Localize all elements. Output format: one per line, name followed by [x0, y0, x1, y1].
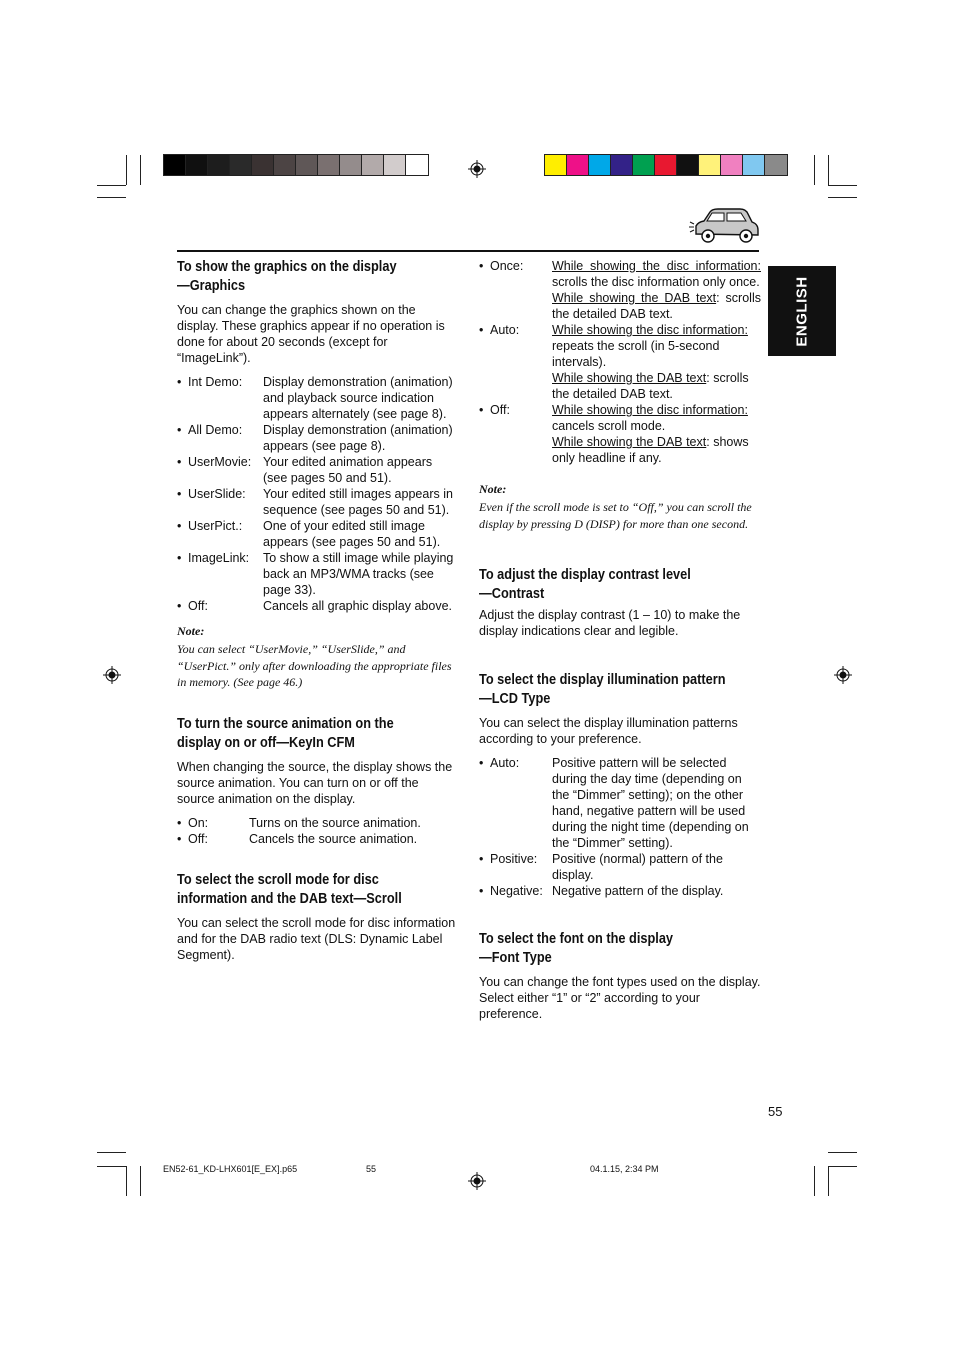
- registration-mark-icon: [468, 160, 486, 178]
- gray-swatch: [340, 155, 362, 175]
- bullet: •: [177, 455, 182, 469]
- language-tab-label: ENGLISH: [793, 275, 811, 347]
- option-value: To show a still image while playing back an MP3/WMA tracks (see page 33).: [263, 551, 454, 597]
- color-swatch: [699, 155, 721, 175]
- bullet: •: [177, 519, 182, 533]
- option-key: UserSlide:: [188, 487, 246, 501]
- option-value: Cancels all graphic display above.: [263, 599, 452, 613]
- footer-timestamp: 04.1.15, 2:34 PM: [590, 1164, 659, 1174]
- option-key: Negative:: [490, 884, 543, 898]
- color-swatch: [545, 155, 567, 175]
- footer-page: 55: [366, 1164, 377, 1174]
- lcd-options-list: [479, 755, 761, 899]
- note-text: You can select “UserMovie,” “UserSlide,” and “UserPict.” only after downloading the appropriate files in memory. (See page 46.): [177, 642, 452, 689]
- section-title: To select the scroll mode for disc information and the DAB text—Scroll: [177, 871, 402, 907]
- list-item: [177, 831, 459, 847]
- list-item: [177, 422, 459, 454]
- list-item: • Off: While showing the disc information: cancels scroll mode. While showing the DAB text: shows only headline if any.: [479, 403, 749, 465]
- gray-swatch: [274, 155, 296, 175]
- list-item: [177, 374, 459, 422]
- color-swatch: [589, 155, 611, 175]
- note-text: Even if the scroll mode is set to “Off,” you can scroll the display by pressing D (DISP) for more than one second.: [479, 500, 752, 531]
- list-item: [177, 815, 459, 831]
- section-intro: You can select the display illumination patterns according to your preference.: [479, 716, 738, 746]
- bullet: •: [479, 756, 484, 770]
- section-font-type: [479, 930, 761, 1022]
- option-key: UserPict.:: [188, 519, 243, 533]
- option-value: Cancels the source animation.: [249, 831, 418, 846]
- option-key: Off:: [188, 599, 208, 613]
- color-swatch: [567, 155, 589, 175]
- bullet: •: [177, 815, 182, 830]
- gray-swatch: [384, 155, 406, 175]
- car-icon: [688, 204, 760, 246]
- gray-swatch: [208, 155, 230, 175]
- section-scroll: [177, 871, 459, 963]
- gray-swatch: [230, 155, 252, 175]
- gray-swatch: [252, 155, 274, 175]
- list-item: • Once: While showing the disc information: scrolls the disc information only once. While showing the DAB text: scrolls the detailed DAB text.: [479, 259, 761, 321]
- gray-swatch: [186, 155, 208, 175]
- option-value: Positive pattern will be selected during the day time (depending on the “Dimmer” setting); on the other hand, negative pattern will be used during the night time (depending on the “Dimmer” setting).: [552, 756, 749, 850]
- bullet: •: [177, 831, 182, 846]
- color-swatch: [765, 155, 787, 175]
- color-swatch: [721, 155, 743, 175]
- gray-swatch: [164, 155, 186, 175]
- scroll-options-list: [479, 258, 761, 466]
- section-graphics: [177, 258, 459, 691]
- option-value: Turns on the source animation.: [249, 815, 421, 830]
- registration-mark-icon: [468, 1172, 486, 1190]
- list-item: [177, 454, 459, 486]
- section-intro: You can select the scroll mode for disc information and for the DAB radio text (DLS: Dynamic Label Segment).: [177, 915, 456, 962]
- note-heading: Note:: [177, 624, 205, 638]
- option-key: Positive:: [490, 852, 538, 866]
- list-item: • Auto: While showing the disc information: repeats the scroll (in 5-second intervals). While showing the DAB text: scrolls the detailed DAB text.: [479, 323, 749, 401]
- bullet: •: [177, 487, 182, 501]
- section-title: To select the font on the display —Font Type: [479, 931, 674, 966]
- header-rule: [177, 250, 759, 252]
- option-key: Auto:: [490, 756, 520, 770]
- page-number: 55: [768, 1104, 783, 1119]
- option-value: Display demonstration (animation) appears (see page 8).: [263, 423, 453, 453]
- list-item: [479, 883, 761, 899]
- bullet: •: [177, 599, 182, 613]
- list-item: [177, 486, 459, 518]
- bullet: •: [177, 551, 182, 565]
- gray-swatch: [318, 155, 340, 175]
- option-value: Negative pattern of the display.: [552, 884, 724, 898]
- gray-swatch: [362, 155, 384, 175]
- option-key: Off:: [188, 831, 208, 846]
- list-item: [479, 851, 761, 883]
- gray-swatch: [406, 155, 428, 175]
- section-intro: Adjust the display contrast (1 – 10) to make the display indications clear and legible.: [479, 608, 741, 638]
- note-heading: Note:: [479, 482, 507, 496]
- option-value: One of your edited still image appears (see pages 50 and 51).: [263, 519, 441, 549]
- color-swatch: [677, 155, 699, 175]
- color-swatch: [655, 155, 677, 175]
- section-title: To adjust the display contrast level —Contrast: [479, 567, 691, 602]
- option-key: UserMovie:: [188, 455, 252, 469]
- section-intro: When changing the source, the display shows the source animation. You can turn on or off the source animation on the display.: [177, 759, 453, 806]
- section-title: To select the display illumination pattern —LCD Type: [479, 672, 726, 707]
- keyin-options-list: [177, 815, 459, 847]
- option-value: Your edited still images appears in sequence (see pages 50 and 51).: [263, 487, 453, 517]
- gray-swatch: [296, 155, 318, 175]
- section-title: To show the graphics on the display —Graphics: [177, 259, 397, 294]
- registration-mark-icon: [103, 666, 121, 684]
- language-tab: [768, 266, 836, 356]
- option-key: Int Demo:: [188, 375, 243, 389]
- color-swatch: [633, 155, 655, 175]
- list-item: [177, 550, 459, 598]
- color-swatch: [743, 155, 765, 175]
- color-swatch: [611, 155, 633, 175]
- list-item: [177, 518, 459, 550]
- registration-mark-icon: [834, 666, 852, 684]
- section-intro: You can change the font types used on the display. Select either “1” or “2” according to your preference.: [479, 975, 761, 1021]
- section-intro: You can change the graphics shown on the display. These graphics appear if no operation is done for about 20 seconds (except for “ImageLink”).: [177, 303, 445, 365]
- option-value: Display demonstration (animation) and playback source indication appears alternately (see page 8).: [263, 375, 453, 421]
- section-keyin-cfm: [177, 715, 459, 847]
- option-key: On:: [188, 815, 209, 830]
- bullet: •: [177, 423, 182, 437]
- list-item: [177, 598, 459, 614]
- list-item: [479, 755, 761, 851]
- option-value: Your edited animation appears (see pages 50 and 51).: [263, 455, 433, 485]
- footer-file: EN52-61_KD-LHX601[E_EX].p65: [163, 1164, 298, 1174]
- left-column: [177, 258, 459, 963]
- bullet: •: [479, 884, 484, 898]
- color-swatch-strip: [544, 154, 788, 176]
- section-title: To turn the source animation on the display on or off—KeyIn CFM: [177, 715, 394, 751]
- bullet: •: [177, 375, 182, 389]
- section-lcd-type: [479, 671, 761, 899]
- option-key: ImageLink:: [188, 551, 250, 565]
- gray-swatch-strip: [163, 154, 429, 176]
- option-key: All Demo:: [188, 423, 243, 437]
- option-value: Positive (normal) pattern of the display.: [552, 852, 723, 882]
- right-column: [479, 258, 761, 1022]
- section-contrast: [479, 566, 761, 639]
- graphics-options-list: [177, 374, 459, 614]
- bullet: •: [479, 852, 484, 866]
